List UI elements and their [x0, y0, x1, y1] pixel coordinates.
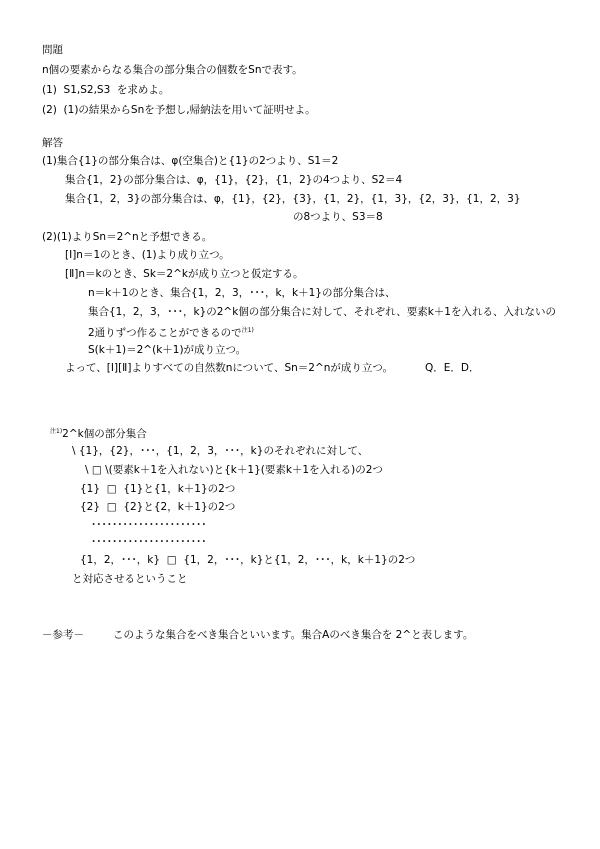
induction-step-2: [Ⅱ]n＝kのとき、Sk＝2^kが成り立つと仮定する。: [65, 268, 304, 280]
answer-1-line-2: 集合{1，2}の部分集合は、φ，{1}，{2}，{1，2}の4つより、S2＝4: [65, 174, 403, 186]
footnote-line-1: \ {1}，{2}，･･･，{1，2，3，･･･，k}のそれぞれに対して、: [72, 445, 369, 457]
footnote-mark: 注1): [50, 428, 63, 435]
footnote-title-text: 2^k個の部分集合: [62, 428, 147, 440]
problem-heading: 問題: [42, 44, 63, 56]
answer-2-line-7: S(k＋1)＝2^(k＋1)が成り立つ。: [88, 344, 247, 356]
answer-2-line-1: (2)(1)よりSn＝2^nと予想できる。: [42, 231, 213, 243]
answer-1-line-3: 集合{1，2，3}の部分集合は、φ，{1}，{2}，{3}，{1，2}，{1，3}，{2，3}，{1，2，3}: [65, 193, 521, 205]
answer-2-line-6-text: 2通りずつ作ることができるので: [88, 327, 242, 339]
question-1: (1) S1,S2,S3 を求めよ。: [42, 84, 170, 96]
footnote-line-6: と対応させるということ: [72, 573, 188, 585]
answer-heading: 解答: [42, 137, 63, 149]
footnote-dots-2: ･･････････････････････: [91, 536, 207, 548]
qed: Q．E．D．: [425, 362, 480, 374]
question-2: (2) (1)の結果からSnを予想し,帰納法を用いて証明せよ。: [42, 104, 316, 116]
footnote-line-2: \ □ \(要素k＋1を入れない)と{k＋1}(要素k＋1を入れる)の2つ: [85, 464, 383, 476]
footnote-line-4: {2} □ {2}と{2，k＋1}の2つ: [80, 501, 236, 513]
answer-1-line-4: の8つより、S3＝8: [293, 211, 383, 223]
conclusion: よって、[Ⅰ][Ⅱ]よりすべての自然数nについて、Sn＝2^nが成り立つ。: [65, 362, 393, 374]
answer-1-line-1: (1)集合{1}の部分集合は、φ(空集合)と{1}の2つより、S1＝2: [42, 155, 339, 167]
problem-statement: n個の要素からなる集合の部分集合の個数をSnで表す。: [42, 64, 303, 76]
answer-2-line-5: 集合{1，2，3，･･･，k}の2^k個の部分集合に対して、それぞれ、要素k＋1を入れる、入れないの: [88, 306, 556, 318]
reference-label: －参考－: [42, 629, 84, 641]
footnote-reference: 注1): [241, 327, 254, 334]
reference-text: このような集合をべき集合といいます。集合Aのべき集合を 2^と表します。: [113, 629, 474, 641]
footnote-line-3: {1} □ {1}と{1，k＋1}の2つ: [80, 483, 236, 495]
footnote-line-5: {1，2，･･･，k} □ {1，2，･･･，k}と{1，2，･･･，k，k＋1}の2つ: [80, 554, 416, 566]
answer-2-line-4: n＝k＋1のとき、集合{1，2，3，･･･，k，k＋1}の部分集合は、: [88, 287, 396, 299]
footnote-title: [50, 425, 147, 441]
answer-2-line-6: [88, 324, 254, 340]
induction-step-1: [Ⅰ]n＝1のとき、(1)より成り立つ。: [65, 249, 230, 261]
footnote-dots-1: ･･････････････････････: [91, 519, 207, 531]
